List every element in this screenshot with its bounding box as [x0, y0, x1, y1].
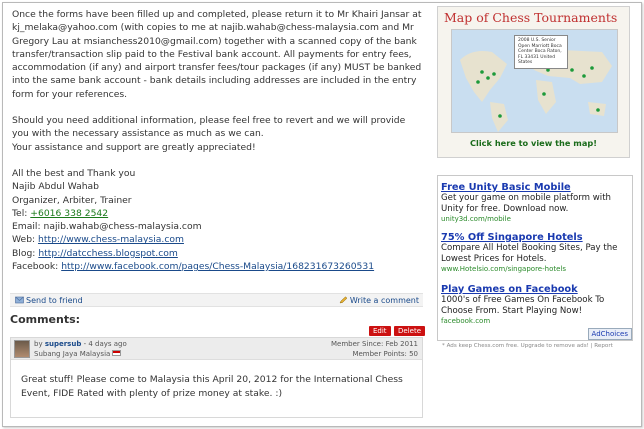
- ads-footer-note: * Ads keep Chess.com free. Upgrade to remove ads! | Report: [442, 343, 613, 349]
- paragraph-additional-info: Should you need additional information, please feel free to revert and we will provide you with the necessary assistance as much as we can.: [12, 115, 406, 140]
- comments-heading: Comments:: [10, 313, 81, 326]
- blog-line: Blog: http://datcchess.blogspot.com: [12, 247, 178, 259]
- tournament-map-image[interactable]: [451, 29, 618, 133]
- map-widget: [437, 6, 630, 158]
- ad-title[interactable]: 75% Off Singapore Hotels: [441, 232, 583, 243]
- adchoices-button[interactable]: AdChoices: [588, 328, 632, 340]
- facebook-link[interactable]: http://www.facebook.com/pages/Chess-Malaysia/168231673260531: [61, 261, 375, 273]
- view-map-link[interactable]: Click here to view the map!: [470, 138, 597, 148]
- ad-title[interactable]: Play Games on Facebook: [441, 284, 578, 295]
- phone-link[interactable]: +6016 338 2542: [30, 207, 109, 219]
- article-actions-bar: [10, 293, 423, 307]
- facebook-line: Facebook: http://www.facebook.com/pages/Chess-Malaysia/168231673260531: [12, 261, 375, 273]
- ad-title[interactable]: Free Unity Basic Mobile: [441, 182, 571, 193]
- ad-item[interactable]: [438, 232, 632, 273]
- author-role: Organizer, Arbiter, Trainer: [12, 194, 132, 206]
- comment-header: [11, 338, 422, 360]
- web-line: Web: http://www.chess-malaysia.com: [12, 234, 184, 246]
- edit-button[interactable]: Edit: [369, 326, 391, 336]
- write-comment-button[interactable]: Write a comment: [339, 294, 419, 308]
- ad-text: Get your game on mobile platform with Unity for free. Download now.: [441, 193, 612, 214]
- paragraph-return-forms: Once the forms have been filled up and completed, please return it to Mr Khairi Jansar at kj_melaka@yahoo.com (with copies to me at najib.wahab@chess-malaysia.com and Mr Gregory Lau at msianchess2010@gmail.com) together with a scanned copy of the bank transfer/transaction slip paid to the Festival bank account. All payments for entry fees, accommodation (if any) and airport transfer fees/tour packages (if any) MUST be banked into the same bank account - bank details including addresses are included in the entry form for your references.: [12, 9, 422, 100]
- ad-url[interactable]: facebook.com: [441, 317, 491, 325]
- envelope-icon: [15, 296, 24, 304]
- comment-location: Subang Jaya Malaysia: [34, 350, 121, 358]
- ad-item[interactable]: [438, 182, 632, 223]
- member-points: Member Points: 50: [352, 350, 418, 358]
- ad-panel: [437, 175, 633, 341]
- avatar[interactable]: [14, 340, 30, 358]
- comment-author-line: by supersub - 4 days ago: [34, 340, 127, 348]
- ad-url[interactable]: unity3d.com/mobile: [441, 215, 511, 223]
- pencil-icon: [339, 296, 348, 304]
- comment-card: [10, 337, 423, 418]
- malaysia-flag-icon: [112, 350, 121, 356]
- ad-text: 1000's of Free Games On Facebook To Choose From. Start Playing Now!: [441, 295, 605, 316]
- username-link[interactable]: supersub: [44, 340, 82, 348]
- article-body: [12, 8, 424, 273]
- ad-url[interactable]: www.Hotelsio.com/singapore-hotels: [441, 265, 566, 273]
- author-name: Najib Abdul Wahab: [12, 181, 100, 193]
- member-since: Member Since: Feb 2011: [330, 340, 418, 348]
- ad-text: Compare All Hotel Booking Sites, Pay the Lowest Prices for Hotels.: [441, 243, 618, 264]
- send-to-friend-button[interactable]: Send to friend: [15, 294, 83, 308]
- ad-item[interactable]: [438, 284, 632, 325]
- map-info-balloon: 2008 U.S. Senior Open Marriott Boca Center Boca Raton, FL 33431 United States: [514, 35, 568, 69]
- comment-text: Great stuff! Please come to Malaysia this April 20, 2012 for the International Chess Event, FIDE Rated with plenty of prize money at stake. :): [21, 374, 403, 399]
- blog-link[interactable]: http://datcchess.blogspot.com: [38, 247, 178, 259]
- paragraph-appreciation: Your assistance and support are greatly appreciated!: [12, 141, 256, 153]
- delete-button[interactable]: Delete: [394, 326, 425, 336]
- signoff: All the best and Thank you: [12, 167, 136, 179]
- email-line: Email: najib.wahab@chess-malaysia.com: [12, 221, 202, 233]
- website-link[interactable]: http://www.chess-malaysia.com: [38, 234, 184, 246]
- tel-line: Tel: +6016 338 2542: [12, 207, 109, 219]
- map-title: Map of Chess Tournaments: [444, 10, 618, 25]
